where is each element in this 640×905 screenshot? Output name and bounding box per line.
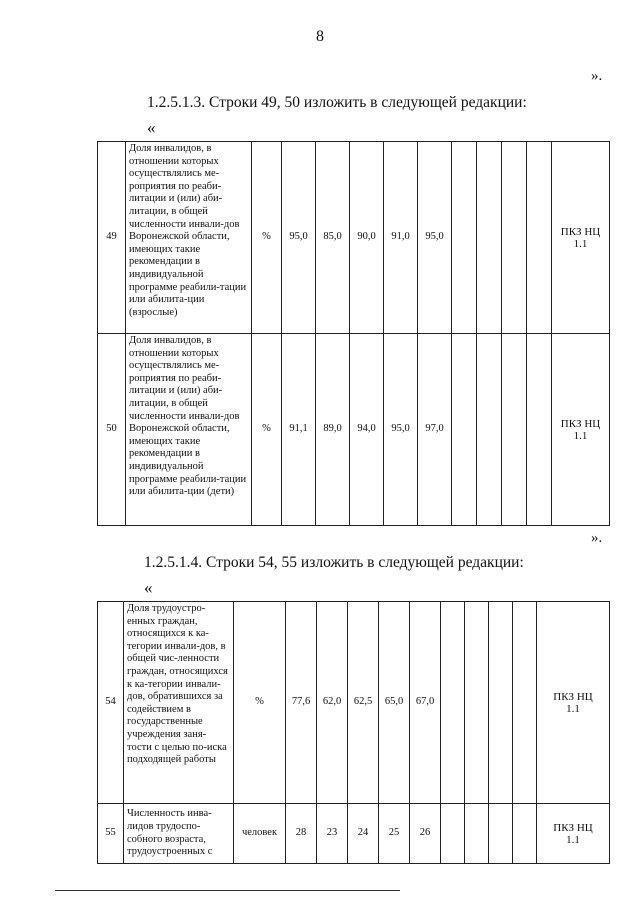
value-cell: 89,0 [316,334,350,526]
page-number: 8 [316,28,324,45]
unit-cell: % [252,142,282,334]
closing-quote: ». [591,68,603,84]
row-number: 50 [98,334,126,526]
value-cell [477,142,502,334]
table-row [98,602,610,804]
value-cell: 95,0 [282,142,316,334]
indicator-table-1 [97,141,610,526]
value-cell [452,142,477,334]
value-cell [441,804,465,864]
indicator-description: Численность инва-лидов трудоспо-собного возраста, трудоустроенных с [124,804,234,864]
row-number: 55 [98,804,124,864]
code-cell [552,142,610,334]
section-heading-2: 1.2.5.1.4. Строки 54, 55 изложить в следующей редакции: [144,554,524,571]
value-cell: 67,0 [410,602,441,804]
value-cell: 62,0 [317,602,348,804]
value-cell: 24 [348,804,379,864]
section-heading-1: 1.2.5.1.3. Строки 49, 50 изложить в следующей редакции: [147,94,527,111]
code-line-1: ПКЗ НЦ [560,417,601,430]
value-cell: 91,1 [282,334,316,526]
indicator-description: Доля инвалидов, в отношении которых осуществлялись ме-роприятия по реаби-литации и (или) аби-литации, в общей численности инвали-дов Воронежской области, имеющих такие рекомендации в индивидуальной программе реабили-тации или абилита-ции (дети) [126,334,252,526]
row-number: 54 [98,602,124,804]
unit-cell: % [234,602,286,804]
value-cell [489,602,513,804]
opening-quote-1: « [147,118,156,137]
value-cell [502,334,527,526]
code-cell [537,602,610,804]
value-cell [527,142,552,334]
value-cell: 62,5 [348,602,379,804]
unit-cell: % [252,334,282,526]
value-cell [441,602,465,804]
table-row [98,142,610,334]
value-cell: 91,0 [384,142,418,334]
value-cell: 95,0 [384,334,418,526]
table-row [98,334,610,526]
value-cell [513,804,537,864]
closing-quote: ». [591,530,603,546]
value-cell [489,804,513,864]
value-cell [502,142,527,334]
code-line-1: ПКЗ НЦ [553,821,593,834]
value-cell: 95,0 [418,142,452,334]
row-number: 49 [98,142,126,334]
table-row [98,804,610,864]
value-cell [465,804,489,864]
indicator-description: Доля трудоустро-енных граждан, относящихся к ка-тегории инвали-дов, в общей чис-ленности граждан, относящихся к ка-тегории инвали-дов, обратившихся за содействием в государственные учреждения заня-тости с целью по-иска подходящей работы [124,602,234,804]
code-cell [552,334,610,526]
value-cell: 94,0 [350,334,384,526]
value-cell: 90,0 [350,142,384,334]
value-cell: 97,0 [418,334,452,526]
value-cell: 26 [410,804,441,864]
indicator-description: Доля инвалидов, в отношении которых осуществлялись ме-роприятия по реаби-литации и (или) аби-литации, в общей численности инвали-дов Воронежской области, имеющих такие рекомендации в индивидуальной программе реабили-тации или абилита-ции (взрослые) [126,142,252,334]
value-cell: 77,6 [286,602,317,804]
value-cell [527,334,552,526]
unit-cell: человек [234,804,286,864]
indicator-table-2 [97,601,610,864]
bottom-divider [55,890,400,891]
value-cell: 85,0 [316,142,350,334]
value-cell: 23 [317,804,348,864]
value-cell [465,602,489,804]
value-cell [477,334,502,526]
code-cell [537,804,610,864]
value-cell: 28 [286,804,317,864]
code-line-1: ПКЗ НЦ [560,225,601,238]
code-line-2: 1.1 [566,833,580,846]
code-line-1: ПКЗ НЦ [553,690,593,703]
opening-quote-2: « [144,578,153,597]
code-line-2: 1.1 [573,237,588,250]
code-line-2: 1.1 [573,429,588,442]
value-cell [513,602,537,804]
code-line-2: 1.1 [566,702,580,715]
value-cell [452,334,477,526]
value-cell: 25 [379,804,410,864]
value-cell: 65,0 [379,602,410,804]
